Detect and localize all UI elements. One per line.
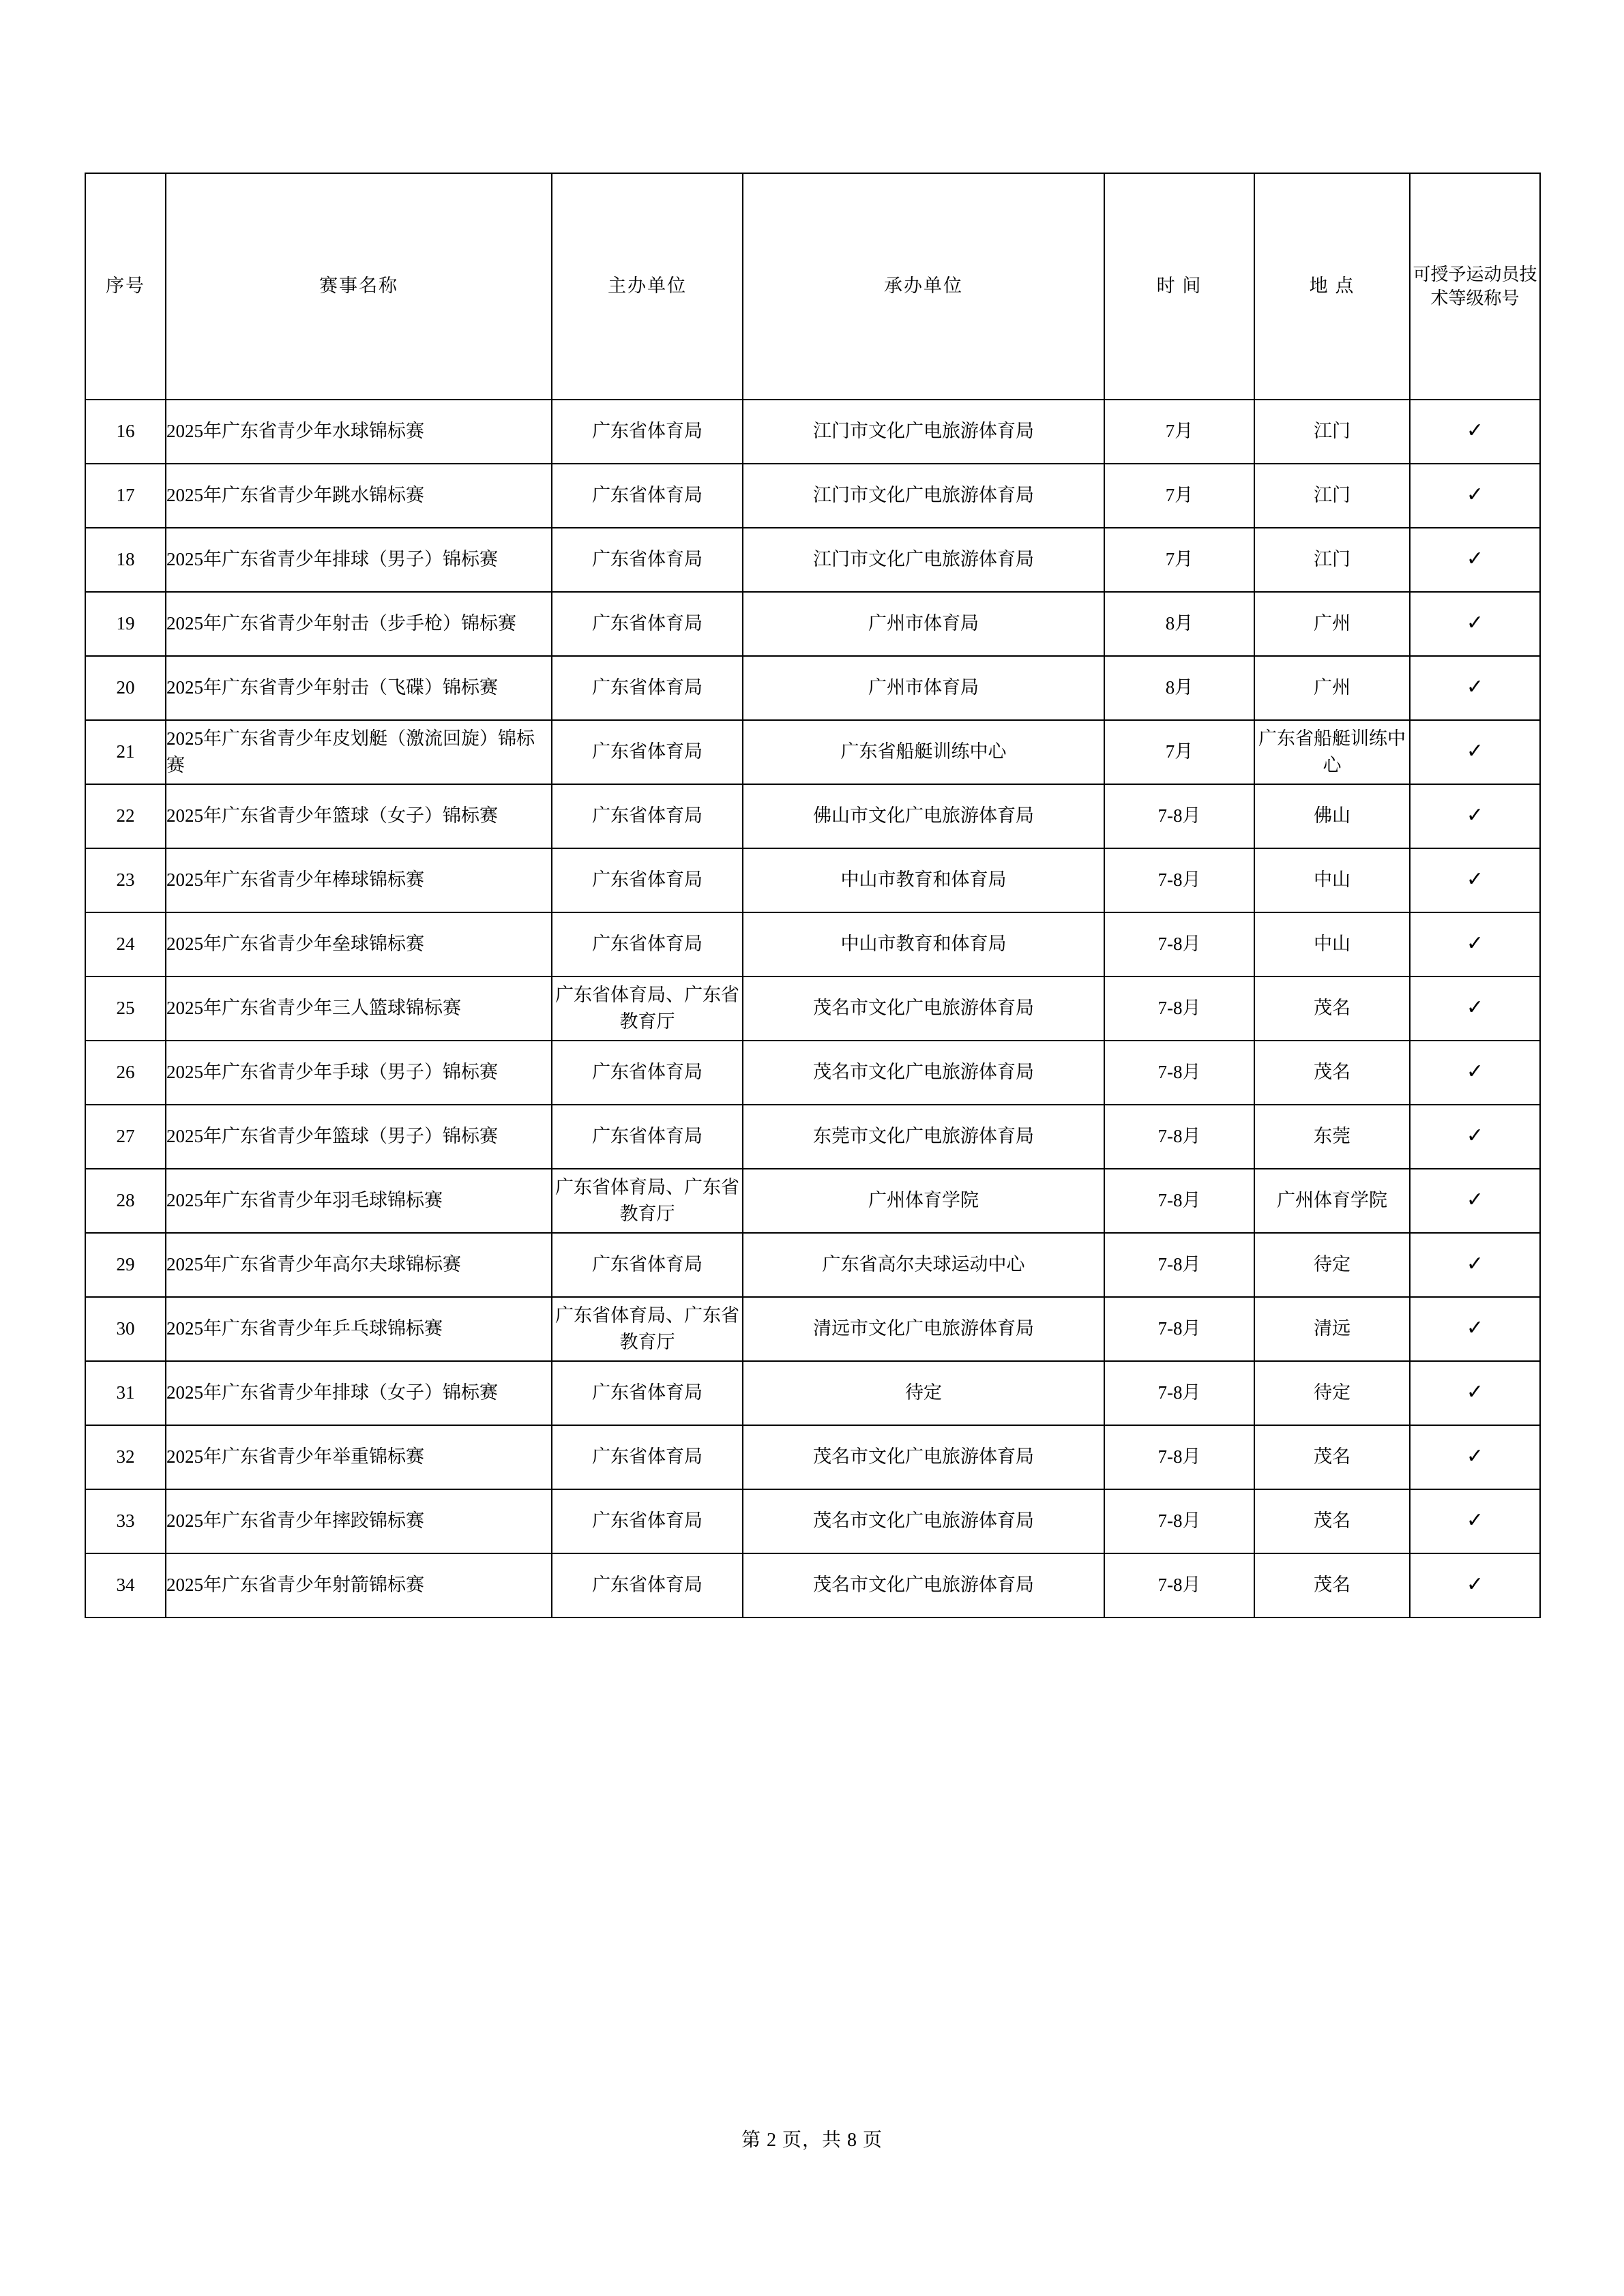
cell-no: 28 bbox=[85, 1169, 166, 1233]
table-header-row bbox=[85, 173, 1540, 400]
cell-host: 广东省体育局 bbox=[552, 1553, 743, 1617]
check-icon: ✓ bbox=[1466, 611, 1484, 636]
check-icon: ✓ bbox=[1466, 931, 1484, 956]
check-icon: ✓ bbox=[1466, 1380, 1484, 1405]
cell-place: 广州 bbox=[1254, 656, 1410, 720]
cell-name: 2025年广东省青少年射击（步手枪）锦标赛 bbox=[166, 592, 552, 656]
cell-time: 7-8月 bbox=[1104, 1233, 1254, 1297]
table-row bbox=[85, 1361, 1540, 1425]
cell-grade-checkmark bbox=[1410, 720, 1540, 784]
table-row bbox=[85, 1169, 1540, 1233]
cell-host: 广东省体育局、广东省教育厅 bbox=[552, 1297, 743, 1361]
table-row bbox=[85, 848, 1540, 912]
cell-host: 广东省体育局 bbox=[552, 848, 743, 912]
cell-no: 20 bbox=[85, 656, 166, 720]
table-body bbox=[85, 400, 1540, 1617]
cell-grade-checkmark bbox=[1410, 1489, 1540, 1553]
check-icon: ✓ bbox=[1466, 547, 1484, 571]
cell-place: 待定 bbox=[1254, 1361, 1410, 1425]
table-row bbox=[85, 976, 1540, 1041]
check-icon: ✓ bbox=[1466, 1316, 1484, 1341]
cell-place: 中山 bbox=[1254, 912, 1410, 976]
cell-place: 江门 bbox=[1254, 528, 1410, 592]
cell-name: 2025年广东省青少年举重锦标赛 bbox=[166, 1425, 552, 1489]
check-icon: ✓ bbox=[1466, 739, 1484, 764]
page-footer: 第 2 页，共 8 页 bbox=[741, 2130, 883, 2151]
cell-organizer: 广东省高尔夫球运动中心 bbox=[743, 1233, 1104, 1297]
cell-place: 茂名 bbox=[1254, 976, 1410, 1041]
cell-organizer: 茂名市文化广电旅游体育局 bbox=[743, 1425, 1104, 1489]
check-icon: ✓ bbox=[1466, 1060, 1484, 1084]
table-row bbox=[85, 1489, 1540, 1553]
cell-grade-checkmark bbox=[1410, 1425, 1540, 1489]
cell-grade-checkmark bbox=[1410, 656, 1540, 720]
cell-time: 7-8月 bbox=[1104, 1169, 1254, 1233]
cell-name: 2025年广东省青少年乒乓球锦标赛 bbox=[166, 1297, 552, 1361]
cell-organizer: 清远市文化广电旅游体育局 bbox=[743, 1297, 1104, 1361]
cell-name: 2025年广东省青少年射箭锦标赛 bbox=[166, 1553, 552, 1617]
cell-no: 25 bbox=[85, 976, 166, 1041]
cell-no: 21 bbox=[85, 720, 166, 784]
cell-time: 7月 bbox=[1104, 720, 1254, 784]
cell-place: 茂名 bbox=[1254, 1553, 1410, 1617]
cell-grade-checkmark bbox=[1410, 528, 1540, 592]
cell-time: 7-8月 bbox=[1104, 848, 1254, 912]
cell-time: 8月 bbox=[1104, 592, 1254, 656]
cell-name: 2025年广东省青少年高尔夫球锦标赛 bbox=[166, 1233, 552, 1297]
cell-organizer: 江门市文化广电旅游体育局 bbox=[743, 464, 1104, 528]
cell-organizer: 广州市体育局 bbox=[743, 592, 1104, 656]
cell-place: 待定 bbox=[1254, 1233, 1410, 1297]
cell-name: 2025年广东省青少年皮划艇（激流回旋）锦标赛 bbox=[166, 720, 552, 784]
check-icon: ✓ bbox=[1466, 867, 1484, 892]
cell-grade-checkmark bbox=[1410, 1169, 1540, 1233]
cell-no: 34 bbox=[85, 1553, 166, 1617]
cell-name: 2025年广东省青少年羽毛球锦标赛 bbox=[166, 1169, 552, 1233]
cell-no: 31 bbox=[85, 1361, 166, 1425]
cell-no: 18 bbox=[85, 528, 166, 592]
cell-no: 16 bbox=[85, 400, 166, 464]
cell-host: 广东省体育局 bbox=[552, 528, 743, 592]
cell-time: 7-8月 bbox=[1104, 912, 1254, 976]
check-icon: ✓ bbox=[1466, 1444, 1484, 1469]
cell-organizer: 广东省船艇训练中心 bbox=[743, 720, 1104, 784]
cell-host: 广东省体育局、广东省教育厅 bbox=[552, 1169, 743, 1233]
cell-host: 广东省体育局 bbox=[552, 720, 743, 784]
cell-name: 2025年广东省青少年跳水锦标赛 bbox=[166, 464, 552, 528]
cell-no: 19 bbox=[85, 592, 166, 656]
table-row bbox=[85, 1297, 1540, 1361]
cell-host: 广东省体育局 bbox=[552, 1105, 743, 1169]
cell-place: 茂名 bbox=[1254, 1425, 1410, 1489]
check-icon: ✓ bbox=[1466, 803, 1484, 828]
cell-grade-checkmark bbox=[1410, 1553, 1540, 1617]
table-row bbox=[85, 1553, 1540, 1617]
cell-organizer: 中山市教育和体育局 bbox=[743, 912, 1104, 976]
cell-name: 2025年广东省青少年篮球（男子）锦标赛 bbox=[166, 1105, 552, 1169]
cell-organizer: 东莞市文化广电旅游体育局 bbox=[743, 1105, 1104, 1169]
cell-no: 22 bbox=[85, 784, 166, 848]
cell-name: 2025年广东省青少年摔跤锦标赛 bbox=[166, 1489, 552, 1553]
check-icon: ✓ bbox=[1466, 1252, 1484, 1277]
cell-place: 茂名 bbox=[1254, 1041, 1410, 1105]
cell-no: 27 bbox=[85, 1105, 166, 1169]
cell-no: 23 bbox=[85, 848, 166, 912]
cell-name: 2025年广东省青少年水球锦标赛 bbox=[166, 400, 552, 464]
table-row bbox=[85, 400, 1540, 464]
check-icon: ✓ bbox=[1466, 1124, 1484, 1148]
table-row bbox=[85, 720, 1540, 784]
cell-name: 2025年广东省青少年三人篮球锦标赛 bbox=[166, 976, 552, 1041]
cell-organizer: 茂名市文化广电旅游体育局 bbox=[743, 1041, 1104, 1105]
cell-host: 广东省体育局 bbox=[552, 1041, 743, 1105]
cell-grade-checkmark bbox=[1410, 976, 1540, 1041]
cell-grade-checkmark bbox=[1410, 1297, 1540, 1361]
table-row bbox=[85, 1105, 1540, 1169]
cell-time: 7-8月 bbox=[1104, 1041, 1254, 1105]
cell-no: 30 bbox=[85, 1297, 166, 1361]
cell-organizer: 茂名市文化广电旅游体育局 bbox=[743, 976, 1104, 1041]
cell-name: 2025年广东省青少年射击（飞碟）锦标赛 bbox=[166, 656, 552, 720]
column-header-time: 时 间 bbox=[1104, 173, 1254, 400]
competition-schedule-table-wrapper bbox=[85, 173, 1539, 1618]
cell-place: 茂名 bbox=[1254, 1489, 1410, 1553]
table-row bbox=[85, 784, 1540, 848]
cell-time: 7-8月 bbox=[1104, 1489, 1254, 1553]
cell-time: 7月 bbox=[1104, 400, 1254, 464]
cell-no: 33 bbox=[85, 1489, 166, 1553]
cell-host: 广东省体育局 bbox=[552, 1425, 743, 1489]
cell-host: 广东省体育局 bbox=[552, 1233, 743, 1297]
column-header-organizer: 承办单位 bbox=[743, 173, 1104, 400]
cell-time: 7-8月 bbox=[1104, 1425, 1254, 1489]
check-icon: ✓ bbox=[1466, 675, 1484, 700]
cell-time: 7-8月 bbox=[1104, 784, 1254, 848]
table-row bbox=[85, 464, 1540, 528]
cell-grade-checkmark bbox=[1410, 1233, 1540, 1297]
cell-place: 广州 bbox=[1254, 592, 1410, 656]
cell-grade-checkmark bbox=[1410, 464, 1540, 528]
cell-place: 佛山 bbox=[1254, 784, 1410, 848]
cell-grade-checkmark bbox=[1410, 848, 1540, 912]
cell-grade-checkmark bbox=[1410, 784, 1540, 848]
cell-organizer: 广州市体育局 bbox=[743, 656, 1104, 720]
cell-time: 7-8月 bbox=[1104, 1553, 1254, 1617]
check-icon: ✓ bbox=[1466, 419, 1484, 443]
cell-name: 2025年广东省青少年垒球锦标赛 bbox=[166, 912, 552, 976]
cell-no: 24 bbox=[85, 912, 166, 976]
table-row bbox=[85, 1425, 1540, 1489]
column-header-no: 序号 bbox=[85, 173, 166, 400]
cell-organizer: 广州体育学院 bbox=[743, 1169, 1104, 1233]
cell-place: 广东省船艇训练中心 bbox=[1254, 720, 1410, 784]
table-row bbox=[85, 592, 1540, 656]
cell-no: 26 bbox=[85, 1041, 166, 1105]
cell-grade-checkmark bbox=[1410, 592, 1540, 656]
check-icon: ✓ bbox=[1466, 1508, 1484, 1533]
cell-host: 广东省体育局、广东省教育厅 bbox=[552, 976, 743, 1041]
cell-place: 广州体育学院 bbox=[1254, 1169, 1410, 1233]
table-row bbox=[85, 528, 1540, 592]
cell-time: 7月 bbox=[1104, 528, 1254, 592]
check-icon: ✓ bbox=[1466, 483, 1484, 507]
table-row bbox=[85, 1041, 1540, 1105]
cell-host: 广东省体育局 bbox=[552, 912, 743, 976]
cell-name: 2025年广东省青少年手球（男子）锦标赛 bbox=[166, 1041, 552, 1105]
column-header-name: 赛事名称 bbox=[166, 173, 552, 400]
column-header-grade: 可授予运动员技术等级称号 bbox=[1410, 173, 1540, 400]
cell-organizer: 待定 bbox=[743, 1361, 1104, 1425]
cell-organizer: 茂名市文化广电旅游体育局 bbox=[743, 1489, 1104, 1553]
cell-time: 7-8月 bbox=[1104, 1361, 1254, 1425]
check-icon: ✓ bbox=[1466, 996, 1484, 1020]
table-row bbox=[85, 656, 1540, 720]
cell-place: 东莞 bbox=[1254, 1105, 1410, 1169]
cell-host: 广东省体育局 bbox=[552, 400, 743, 464]
cell-name: 2025年广东省青少年排球（男子）锦标赛 bbox=[166, 528, 552, 592]
table-row bbox=[85, 912, 1540, 976]
column-header-place: 地 点 bbox=[1254, 173, 1410, 400]
cell-host: 广东省体育局 bbox=[552, 1489, 743, 1553]
cell-host: 广东省体育局 bbox=[552, 1361, 743, 1425]
cell-time: 7-8月 bbox=[1104, 976, 1254, 1041]
cell-host: 广东省体育局 bbox=[552, 592, 743, 656]
cell-time: 7-8月 bbox=[1104, 1297, 1254, 1361]
cell-place: 清远 bbox=[1254, 1297, 1410, 1361]
cell-place: 江门 bbox=[1254, 400, 1410, 464]
cell-time: 7月 bbox=[1104, 464, 1254, 528]
cell-organizer: 中山市教育和体育局 bbox=[743, 848, 1104, 912]
table-row bbox=[85, 1233, 1540, 1297]
cell-name: 2025年广东省青少年棒球锦标赛 bbox=[166, 848, 552, 912]
cell-host: 广东省体育局 bbox=[552, 464, 743, 528]
competition-schedule-table bbox=[85, 173, 1541, 1618]
check-icon: ✓ bbox=[1466, 1572, 1484, 1597]
cell-no: 29 bbox=[85, 1233, 166, 1297]
column-header-host: 主办单位 bbox=[552, 173, 743, 400]
cell-grade-checkmark bbox=[1410, 1105, 1540, 1169]
cell-organizer: 江门市文化广电旅游体育局 bbox=[743, 528, 1104, 592]
cell-host: 广东省体育局 bbox=[552, 656, 743, 720]
cell-no: 32 bbox=[85, 1425, 166, 1489]
cell-place: 江门 bbox=[1254, 464, 1410, 528]
cell-time: 8月 bbox=[1104, 656, 1254, 720]
cell-organizer: 佛山市文化广电旅游体育局 bbox=[743, 784, 1104, 848]
cell-time: 7-8月 bbox=[1104, 1105, 1254, 1169]
cell-grade-checkmark bbox=[1410, 912, 1540, 976]
cell-name: 2025年广东省青少年排球（女子）锦标赛 bbox=[166, 1361, 552, 1425]
cell-host: 广东省体育局 bbox=[552, 784, 743, 848]
cell-no: 17 bbox=[85, 464, 166, 528]
cell-organizer: 茂名市文化广电旅游体育局 bbox=[743, 1553, 1104, 1617]
cell-organizer: 江门市文化广电旅游体育局 bbox=[743, 400, 1104, 464]
cell-name: 2025年广东省青少年篮球（女子）锦标赛 bbox=[166, 784, 552, 848]
check-icon: ✓ bbox=[1466, 1188, 1484, 1212]
cell-grade-checkmark bbox=[1410, 1361, 1540, 1425]
cell-grade-checkmark bbox=[1410, 400, 1540, 464]
cell-place: 中山 bbox=[1254, 848, 1410, 912]
cell-grade-checkmark bbox=[1410, 1041, 1540, 1105]
